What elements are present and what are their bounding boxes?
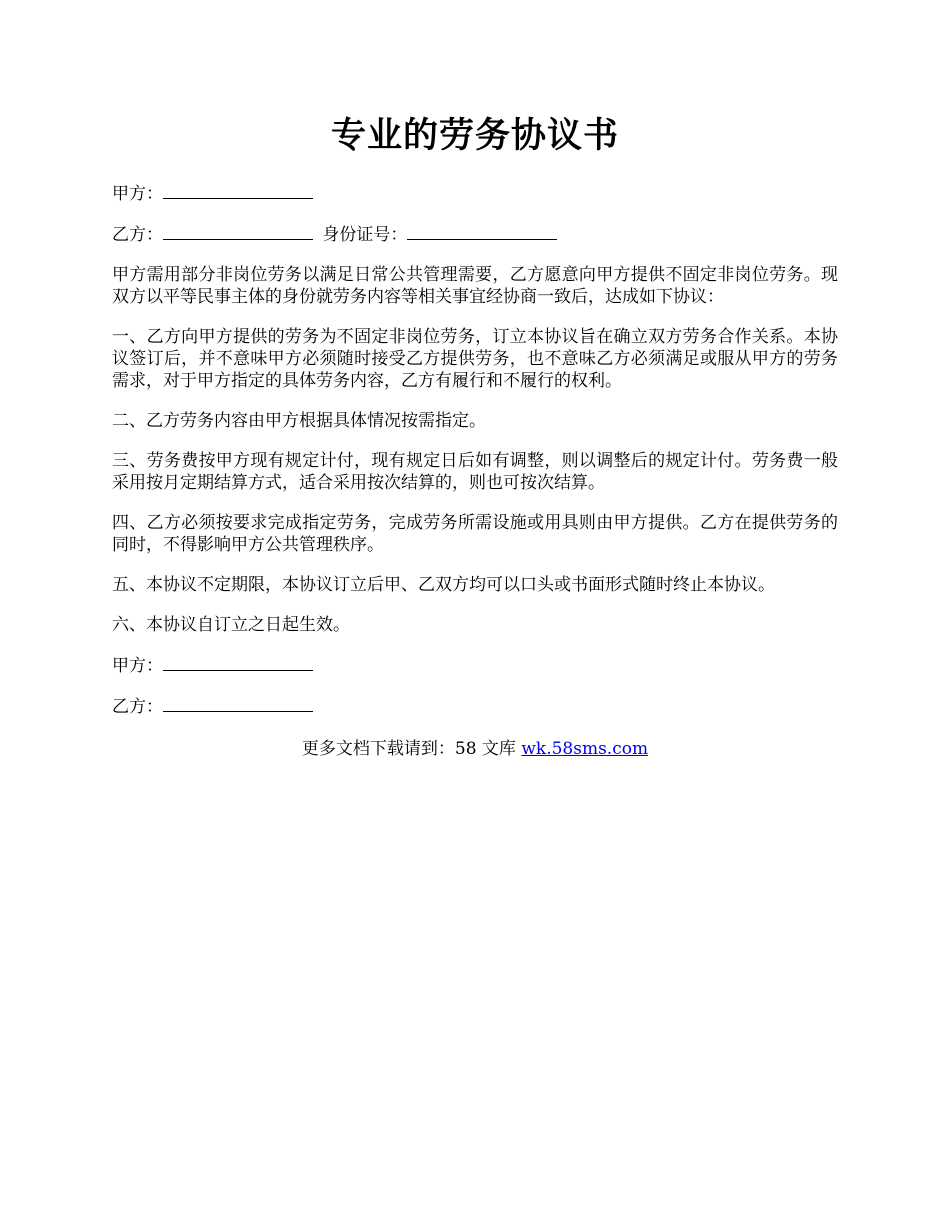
paragraph-clause-1: 一、乙方向甲方提供的劳务为不固定非岗位劳务，订立本协议旨在确立双方劳务合作关系。本协议签订后，并不意味甲方必须随时接受乙方提供劳务，也不意味乙方必须满足或服从甲方的劳务需求，对于甲方指定的具体劳务内容，乙方有履行和不履行的权利。 [112,327,838,391]
paragraph-clause-4: 四、乙方必须按要求完成指定劳务，完成劳务所需设施或用具则由甲方提供。乙方在提供劳务的同时，不得影响甲方公共管理秩序。 [112,513,838,555]
paragraph-clause-2: 二、乙方劳务内容由甲方根据具体情况按需指定。 [112,411,486,431]
footer-link[interactable]: wk.58sms.com [521,739,649,759]
paragraph-intro: 甲方需用部分非岗位劳务以满足日常公共管理需要，乙方愿意向甲方提供不固定非岗位劳务。现双方以平等民事主体的身份就劳务内容等相关事宜经协商一致后，达成如下协议： [112,265,838,307]
footer-download-note [112,738,838,760]
paragraph-clause-3: 三、劳务费按甲方现有规定计付，现有规定日后如有调整，则以调整后的规定计付。劳务费一般采用按月定期结算方式，适合采用按次结算的，则也可按次结算。 [112,451,838,493]
party-a-line [112,182,838,205]
footer-text: 更多文档下载请到：58 文库 [301,739,522,759]
sign-party-b-line [112,695,838,718]
sign-party-a-blank [163,654,313,671]
party-b-blank [163,223,313,240]
party-a-blank [163,182,313,199]
sign-party-a-label: 甲方： [112,656,163,676]
party-b-line [112,223,838,246]
id-label: 身份证号： [322,225,408,245]
sign-party-b-blank [163,695,313,712]
sign-party-a-line [112,654,838,677]
id-blank [407,223,557,240]
document-title: 专业的劳务协议书 [330,115,619,156]
party-a-label: 甲方： [112,184,163,204]
paragraph-clause-6: 六、本协议自订立之日起生效。 [112,615,350,635]
party-b-label: 乙方： [112,225,163,245]
paragraph-clause-5: 五、本协议不定期限，本协议订立后甲、乙双方均可以口头或书面形式随时终止本协议。 [112,575,775,595]
sign-party-b-label: 乙方： [112,697,163,717]
